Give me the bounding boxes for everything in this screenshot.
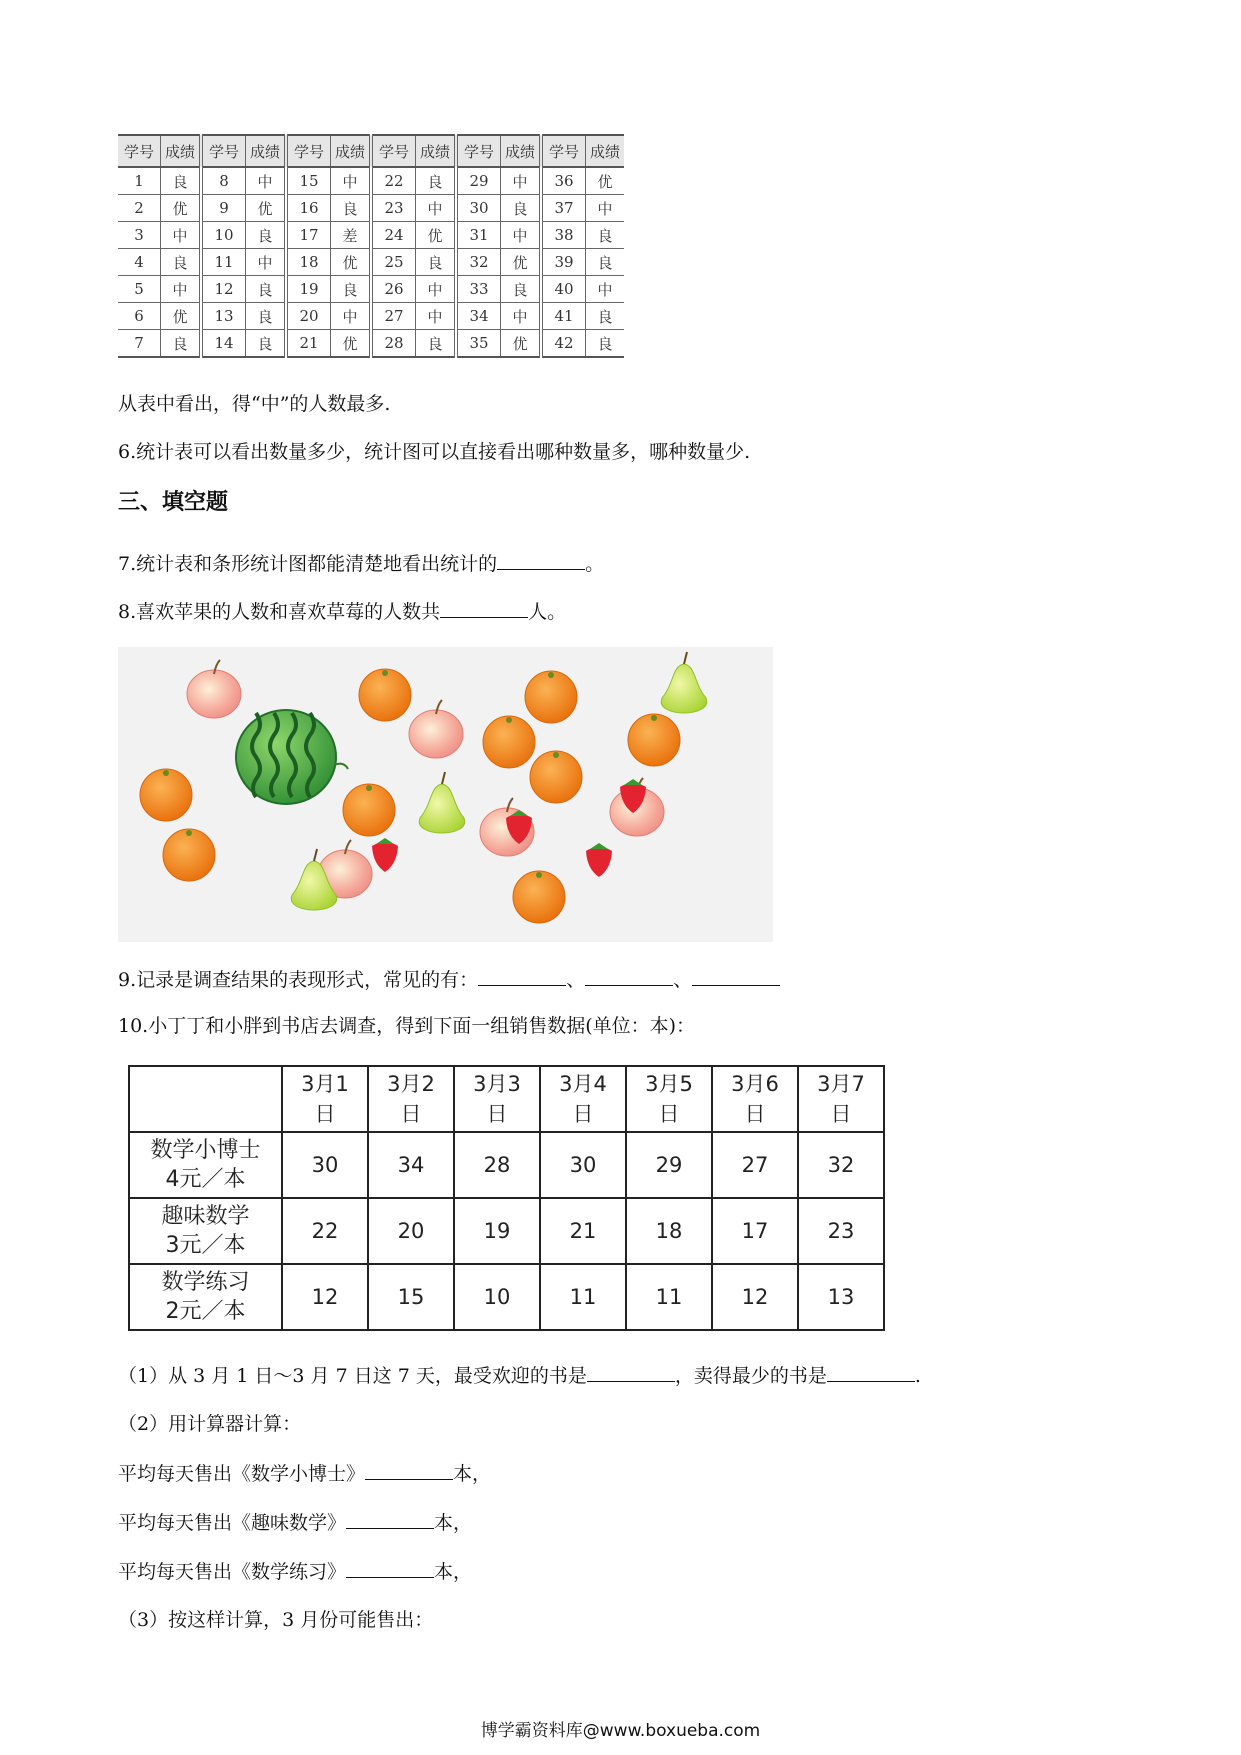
student-number-cell: 6	[118, 303, 161, 330]
sales-body	[129, 1132, 884, 1330]
date-line: 日	[486, 1102, 508, 1126]
sales-value-cell: 34	[368, 1132, 454, 1198]
student-number-cell: 20	[286, 303, 331, 330]
header-cell: 成绩	[501, 135, 542, 167]
header-cell: 成绩	[586, 135, 625, 167]
grade-cell: 优	[331, 330, 372, 358]
grade-cell: 中	[586, 276, 625, 303]
question-7	[118, 551, 604, 576]
apple-fruit	[409, 700, 463, 758]
question-9-text: 9.记录是调查结果的表现形式，常见的有：	[118, 969, 479, 991]
average-line-3	[118, 1559, 472, 1584]
section-title: 三、填空题	[118, 490, 229, 515]
sales-value-cell: 30	[282, 1132, 368, 1198]
table-row	[129, 1264, 884, 1330]
average-line-1-end: 本，	[453, 1463, 492, 1485]
grade-cell: 优	[586, 167, 625, 195]
student-number-cell: 4	[118, 249, 161, 276]
student-number-cell: 34	[456, 303, 501, 330]
grade-cell: 中	[331, 167, 372, 195]
student-number-cell: 7	[118, 330, 161, 358]
book-cell	[129, 1198, 282, 1264]
book-price: 4元／本	[165, 1167, 246, 1192]
grade-cell: 优	[331, 249, 372, 276]
student-number-cell: 40	[541, 276, 586, 303]
table-row	[118, 330, 624, 358]
answer-blank[interactable]	[587, 1363, 675, 1382]
table-row	[118, 276, 624, 303]
student-number-cell: 9	[201, 195, 246, 222]
date-line: 3月6	[731, 1072, 779, 1096]
student-number-cell: 21	[286, 330, 331, 358]
book-cell	[129, 1264, 282, 1330]
book-name: 趣味数学	[161, 1204, 250, 1229]
student-number-cell: 17	[286, 222, 331, 249]
table-row	[129, 1198, 884, 1264]
orange-fruit	[525, 671, 577, 723]
sales-value-cell: 28	[454, 1132, 540, 1198]
answer-blank[interactable]	[346, 1510, 434, 1529]
grade-cell: 中	[246, 249, 287, 276]
question-8	[118, 599, 566, 624]
student-number-cell: 8	[201, 167, 246, 195]
header-cell: 成绩	[246, 135, 287, 167]
answer-blank[interactable]	[440, 599, 528, 618]
student-number-cell: 22	[371, 167, 416, 195]
sales-value-cell: 27	[712, 1132, 798, 1198]
student-number-cell: 28	[371, 330, 416, 358]
grade-cell: 良	[331, 276, 372, 303]
student-number-cell: 10	[201, 222, 246, 249]
date-header-cell	[712, 1066, 798, 1132]
average-line-1	[118, 1461, 491, 1486]
question-10-text: 10.小丁丁和小胖到书店去调查，得到下面一组销售数据(单位：本)：	[118, 1015, 696, 1037]
average-line-1-text: 平均每天售出《数学小博士》	[118, 1463, 366, 1485]
question-8-end: 人。	[528, 601, 567, 623]
date-line: 日	[314, 1102, 336, 1126]
student-number-cell: 13	[201, 303, 246, 330]
sub-question-1-end: .	[914, 1365, 921, 1387]
date-line: 日	[400, 1102, 422, 1126]
student-number-cell: 12	[201, 276, 246, 303]
date-line: 日	[830, 1102, 852, 1126]
pear-fruit	[419, 772, 464, 833]
date-header-cell	[798, 1066, 884, 1132]
header-cell: 学号	[371, 135, 416, 167]
strawberry-fruit	[372, 838, 398, 872]
average-line-2-text: 平均每天售出《趣味数学》	[118, 1512, 347, 1534]
student-number-cell: 14	[201, 330, 246, 358]
date-header-cell	[454, 1066, 540, 1132]
grades-body	[118, 167, 624, 357]
sales-value-cell: 10	[454, 1264, 540, 1330]
student-number-cell: 1	[118, 167, 161, 195]
question-9-sep: 、	[673, 969, 693, 991]
table-row	[118, 222, 624, 249]
grade-cell: 良	[586, 303, 625, 330]
student-number-cell: 42	[541, 330, 586, 358]
book-name: 数学练习	[161, 1270, 250, 1295]
date-line: 3月4	[559, 1072, 607, 1096]
date-line: 3月7	[817, 1072, 865, 1096]
grade-cell: 中	[501, 222, 542, 249]
header-cell: 学号	[286, 135, 331, 167]
grade-cell: 良	[416, 249, 457, 276]
date-line: 日	[658, 1102, 680, 1126]
sales-value-cell: 12	[282, 1264, 368, 1330]
grade-cell: 优	[501, 330, 542, 358]
average-line-3-end: 本，	[434, 1561, 473, 1583]
grade-cell: 良	[416, 167, 457, 195]
sub-question-1-mid: ，卖得最少的书是	[674, 1365, 827, 1387]
grade-cell: 良	[246, 222, 287, 249]
question-8-text: 8.喜欢苹果的人数和喜欢草莓的人数共	[118, 601, 441, 623]
orange-fruit	[359, 669, 411, 721]
grade-cell: 良	[586, 249, 625, 276]
answer-blank[interactable]	[827, 1363, 915, 1382]
header-cell: 成绩	[416, 135, 457, 167]
student-number-cell: 5	[118, 276, 161, 303]
student-number-cell: 27	[371, 303, 416, 330]
book-price: 2元／本	[165, 1299, 246, 1324]
average-line-2-end: 本，	[434, 1512, 473, 1534]
grade-cell: 中	[331, 303, 372, 330]
strawberry-fruit	[586, 843, 612, 877]
grade-cell: 中	[246, 167, 287, 195]
answer-blank[interactable]	[585, 967, 673, 986]
answer-text: 从表中看出，得“中”的人数最多.	[118, 393, 391, 415]
date-line: 日	[572, 1102, 594, 1126]
pear-fruit	[661, 652, 706, 713]
student-number-cell: 11	[201, 249, 246, 276]
grade-cell: 良	[501, 276, 542, 303]
grade-cell: 优	[246, 195, 287, 222]
sales-value-cell: 13	[798, 1264, 884, 1330]
orange-fruit	[628, 714, 680, 766]
student-number-cell: 16	[286, 195, 331, 222]
table-row	[118, 195, 624, 222]
student-number-cell: 18	[286, 249, 331, 276]
date-line: 3月3	[473, 1072, 521, 1096]
grade-cell: 优	[501, 249, 542, 276]
table-row	[118, 303, 624, 330]
grade-cell: 优	[161, 195, 202, 222]
sales-value-cell: 18	[626, 1198, 712, 1264]
sales-value-cell: 17	[712, 1198, 798, 1264]
student-number-cell: 33	[456, 276, 501, 303]
student-number-cell: 36	[541, 167, 586, 195]
header-cell: 学号	[201, 135, 246, 167]
fruit-illustration	[118, 647, 773, 942]
date-header-cell	[368, 1066, 454, 1132]
header-cell: 成绩	[331, 135, 372, 167]
student-number-cell: 35	[456, 330, 501, 358]
sales-value-cell: 21	[540, 1198, 626, 1264]
average-line-3-text: 平均每天售出《数学练习》	[118, 1561, 347, 1583]
apple-fruit	[187, 660, 241, 718]
sub-question-3: （3）按这样计算，3 月份可能售出：	[118, 1609, 434, 1631]
date-header-cell	[540, 1066, 626, 1132]
answer-blank[interactable]	[346, 1559, 434, 1578]
question-7-text: 7.统计表和条形统计图都能清楚地看出统计的	[118, 553, 498, 575]
grade-cell: 良	[161, 249, 202, 276]
student-number-cell: 37	[541, 195, 586, 222]
sales-value-cell: 19	[454, 1198, 540, 1264]
grade-cell: 良	[161, 330, 202, 358]
question-9	[118, 967, 780, 992]
date-line: 3月2	[387, 1072, 435, 1096]
sub-question-1-text: （1）从 3 月 1 日～3 月 7 日这 7 天，最受欢迎的书是	[118, 1365, 587, 1387]
grade-cell: 差	[331, 222, 372, 249]
book-cell	[129, 1132, 282, 1198]
grade-cell: 良	[161, 167, 202, 195]
student-number-cell: 29	[456, 167, 501, 195]
book-name: 数学小博士	[150, 1138, 261, 1163]
grade-cell: 优	[416, 222, 457, 249]
grade-cell: 良	[246, 330, 287, 358]
student-number-cell: 38	[541, 222, 586, 249]
grade-cell: 中	[416, 276, 457, 303]
header-cell: 学号	[118, 135, 161, 167]
average-line-2	[118, 1510, 472, 1535]
date-line: 日	[744, 1102, 766, 1126]
answer-blank[interactable]	[365, 1461, 453, 1480]
student-number-cell: 30	[456, 195, 501, 222]
item-6-text: 6.统计表可以看出数量多少，统计图可以直接看出哪种数量多，哪种数量少.	[118, 441, 751, 463]
sales-value-cell: 30	[540, 1132, 626, 1198]
orange-fruit	[140, 769, 192, 821]
student-number-cell: 19	[286, 276, 331, 303]
orange-fruit	[163, 829, 215, 881]
sales-table	[128, 1065, 885, 1331]
sales-value-cell: 32	[798, 1132, 884, 1198]
grade-cell: 中	[501, 167, 542, 195]
header-cell: 学号	[456, 135, 501, 167]
orange-fruit	[483, 716, 535, 768]
date-line: 3月1	[301, 1072, 349, 1096]
student-number-cell: 39	[541, 249, 586, 276]
sub-question-1	[118, 1363, 921, 1388]
grade-cell: 中	[161, 276, 202, 303]
watermelon-fruit	[236, 710, 348, 804]
date-line: 3月5	[645, 1072, 693, 1096]
grade-cell: 中	[416, 195, 457, 222]
question-9-sep: 、	[566, 969, 586, 991]
sales-value-cell: 22	[282, 1198, 368, 1264]
student-number-cell: 31	[456, 222, 501, 249]
grade-cell: 良	[586, 222, 625, 249]
grade-cell: 中	[161, 222, 202, 249]
grade-cell: 良	[501, 195, 542, 222]
orange-fruit	[530, 751, 582, 803]
header-cell: 学号	[541, 135, 586, 167]
student-number-cell: 32	[456, 249, 501, 276]
sales-value-cell: 20	[368, 1198, 454, 1264]
answer-blank[interactable]	[478, 967, 566, 986]
student-number-cell: 26	[371, 276, 416, 303]
table-row	[118, 249, 624, 276]
orange-fruit	[513, 871, 565, 923]
question-7-end: 。	[585, 553, 605, 575]
sales-value-cell: 23	[798, 1198, 884, 1264]
sales-value-cell: 29	[626, 1132, 712, 1198]
corner-cell	[129, 1066, 282, 1132]
sales-value-cell: 11	[626, 1264, 712, 1330]
table-row	[129, 1132, 884, 1198]
grade-cell: 良	[246, 276, 287, 303]
answer-blank[interactable]	[692, 967, 780, 986]
book-price: 3元／本	[165, 1233, 246, 1258]
sales-value-cell: 12	[712, 1264, 798, 1330]
answer-blank[interactable]	[497, 551, 585, 570]
sub-question-2: （2）用计算器计算：	[118, 1413, 302, 1435]
date-header-cell	[282, 1066, 368, 1132]
header-cell: 成绩	[161, 135, 202, 167]
grade-cell: 中	[501, 303, 542, 330]
grade-cell: 良	[331, 195, 372, 222]
grade-cell: 中	[416, 303, 457, 330]
sales-header-row	[129, 1066, 884, 1132]
student-number-cell: 2	[118, 195, 161, 222]
grades-header-row	[118, 135, 624, 167]
student-number-cell: 24	[371, 222, 416, 249]
orange-fruit	[343, 784, 395, 836]
grade-cell: 良	[586, 330, 625, 358]
student-number-cell: 25	[371, 249, 416, 276]
grade-cell: 良	[416, 330, 457, 358]
grade-cell: 良	[246, 303, 287, 330]
student-number-cell: 23	[371, 195, 416, 222]
date-header-cell	[626, 1066, 712, 1132]
footer-watermark: 博学霸资料库@www.boxueba.com	[480, 1721, 761, 1741]
sales-value-cell: 15	[368, 1264, 454, 1330]
grade-cell: 优	[161, 303, 202, 330]
student-number-cell: 41	[541, 303, 586, 330]
student-number-cell: 15	[286, 167, 331, 195]
sales-value-cell: 11	[540, 1264, 626, 1330]
grade-cell: 中	[586, 195, 625, 222]
student-number-cell: 3	[118, 222, 161, 249]
grades-table	[118, 134, 624, 358]
table-row	[118, 167, 624, 195]
